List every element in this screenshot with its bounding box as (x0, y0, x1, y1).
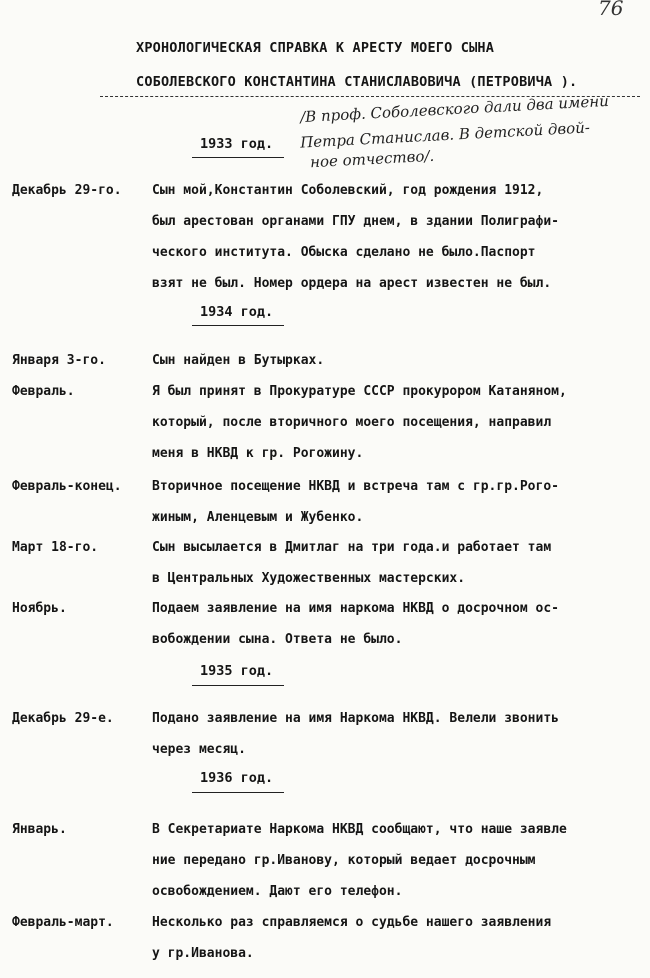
page-number: 76 (598, 0, 624, 20)
entry-line: взят не был. Номер ордера на арест известен не был. (152, 276, 552, 291)
entry-date: Март 18-го. (12, 540, 99, 555)
entry-line: вобождении сына. Ответа не было. (152, 632, 403, 647)
entry-line: меня в НКВД к гр. Рогожину. (152, 446, 364, 461)
entry-date: Февраль. (12, 384, 75, 399)
entry-line: Сын высылается в Дмитлаг на три года.и работает там (152, 540, 552, 555)
year-heading-1935: 1935 год. (200, 663, 274, 679)
handwritten-note-line-3: ное отчество/. (309, 146, 435, 172)
document-title-line-1: ХРОНОЛОГИЧЕСКАЯ СПРАВКА К АРЕСТУ МОЕГО СЫНА (136, 40, 495, 56)
entry-line: в Центральных Художественных мастерских. (152, 571, 466, 586)
year-underline (192, 685, 284, 686)
entry-line: Подано заявление на имя Наркома НКВД. Велели звонить (152, 711, 559, 726)
entry-line: через месяц. (152, 742, 246, 757)
entry-date: Декабрь 29-е. (12, 711, 114, 726)
entry-line: Несколько раз справляемся о судьбе нашего заявления (152, 915, 552, 930)
entry-line: ческого института. Обыска сделано не было.Паспорт (152, 245, 536, 260)
entry-line: Сын найден в Бутырках. (152, 353, 325, 368)
entry-line: у гр.Иванова. (152, 946, 254, 961)
entry-line: Я был принят в Прокуратуре СССР прокурором Катаняном, (152, 384, 567, 399)
year-underline (192, 792, 284, 793)
year-heading-1936: 1936 год. (200, 770, 274, 786)
entry-line: ние передано гр.Иванову, который ведает досрочным (152, 853, 536, 868)
entry-date: Январь. (12, 822, 67, 837)
entry-line: который, после вторичного моего посещения, направил (152, 415, 552, 430)
year-underline (192, 157, 284, 158)
entry-date: Декабрь 29-го. (12, 183, 122, 198)
entry-line: Подаем заявление на имя наркома НКВД о досрочном ос- (152, 601, 559, 616)
entry-line: В Секретариате Наркома НКВД сообщают, что наше заявле (152, 822, 567, 837)
year-heading-1934: 1934 год. (200, 304, 274, 320)
handwritten-note-line-2: Петра Станислав. В детской двой- (299, 118, 591, 152)
entry-date: Ноябрь. (12, 601, 67, 616)
entry-line: Сын мой,Константин Соболевский, год рождения 1912, (152, 183, 544, 198)
entry-line: Вторичное посещение НКВД и встреча там с гр.гр.Рого- (152, 479, 559, 494)
entry-date: Января 3-го. (12, 353, 106, 368)
entry-date: Февраль-конец. (12, 479, 122, 494)
document-title-line-2: СОБОЛЕВСКОГО КОНСТАНТИНА СТАНИСЛАВОВИЧА (ПЕТРОВИЧА ). (136, 74, 578, 90)
entry-line: освобождением. Дают его телефон. (152, 884, 403, 899)
entry-date: Февраль-март. (12, 915, 114, 930)
entry-line: был арестован органами ГПУ днем, в здании Полиграфи- (152, 214, 559, 229)
handwritten-note-line-1: /В проф. Соболевского дали два имени (299, 91, 610, 127)
year-heading-1933: 1933 год. (200, 136, 274, 152)
entry-line: жиным, Аленцевым и Жубенко. (152, 510, 364, 525)
year-underline (192, 325, 284, 326)
